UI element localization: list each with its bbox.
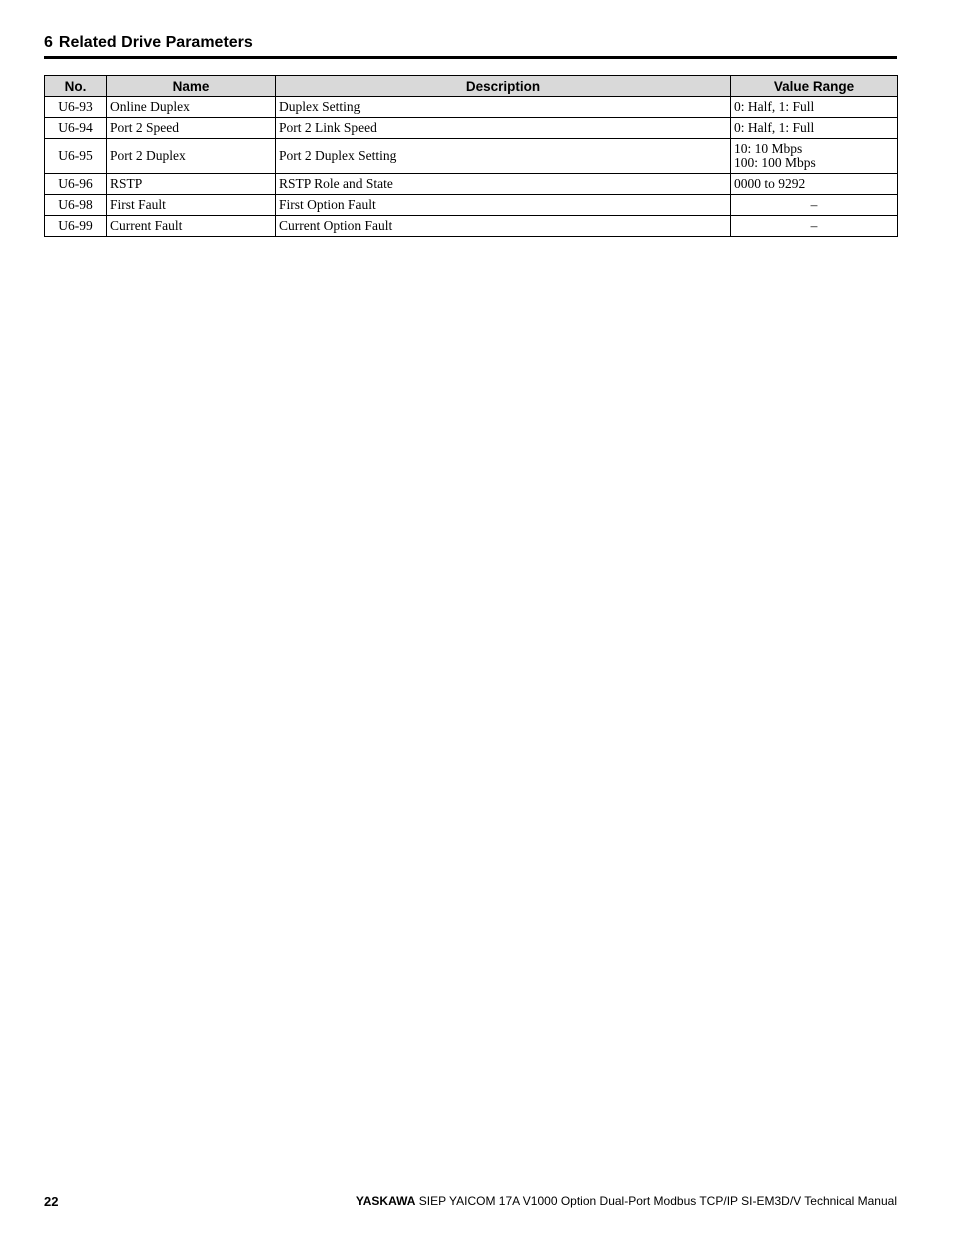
cell-value-range: 0: Half, 1: Full	[731, 118, 898, 139]
value-range-line: 10: 10 Mbps	[734, 141, 803, 156]
cell-value-range: 0000 to 9292	[731, 174, 898, 195]
parameters-table	[44, 75, 898, 237]
cell-description: Current Option Fault	[276, 216, 731, 237]
footer-manual-text: SIEP YAICOM 17A V1000 Option Dual-Port Modbus TCP/IP SI-EM3D/V Technical Manual	[415, 1194, 897, 1208]
cell-description: Port 2 Link Speed	[276, 118, 731, 139]
column-header-value-range: Value Range	[731, 76, 898, 97]
table-row	[45, 216, 898, 237]
table-row	[45, 97, 898, 118]
cell-no: U6-99	[45, 216, 107, 237]
cell-value-range: –	[731, 216, 898, 237]
cell-no: U6-95	[45, 139, 107, 174]
page-header	[44, 33, 897, 59]
table-row	[45, 174, 898, 195]
cell-name: Current Fault	[107, 216, 276, 237]
cell-description: First Option Fault	[276, 195, 731, 216]
cell-name: Port 2 Duplex	[107, 139, 276, 174]
table-header-row	[45, 76, 898, 97]
cell-value-range: 0: Half, 1: Full	[731, 97, 898, 118]
column-header-name: Name	[107, 76, 276, 97]
cell-no: U6-98	[45, 195, 107, 216]
cell-no: U6-96	[45, 174, 107, 195]
column-header-description: Description	[276, 76, 731, 97]
cell-name: Port 2 Speed	[107, 118, 276, 139]
column-header-no: No.	[45, 76, 107, 97]
page-number: 22	[44, 1194, 59, 1209]
table-row	[45, 118, 898, 139]
section-title	[44, 33, 253, 53]
footer-manual-title	[356, 1194, 897, 1208]
cell-name: Online Duplex	[107, 97, 276, 118]
footer-brand: YASKAWA	[355, 1194, 416, 1208]
value-range-line: 100: 100 Mbps	[734, 155, 816, 170]
cell-no: U6-93	[45, 97, 107, 118]
cell-name: RSTP	[107, 174, 276, 195]
section-title-text: Related Drive Parameters	[58, 34, 253, 51]
cell-no: U6-94	[45, 118, 107, 139]
cell-name: First Fault	[107, 195, 276, 216]
cell-value-range: –	[731, 195, 898, 216]
cell-value-range	[731, 139, 898, 174]
cell-description: Duplex Setting	[276, 97, 731, 118]
table-row	[45, 195, 898, 216]
cell-description: Port 2 Duplex Setting	[276, 139, 731, 174]
section-number: 6	[44, 34, 53, 51]
cell-description: RSTP Role and State	[276, 174, 731, 195]
table-row	[45, 139, 898, 174]
